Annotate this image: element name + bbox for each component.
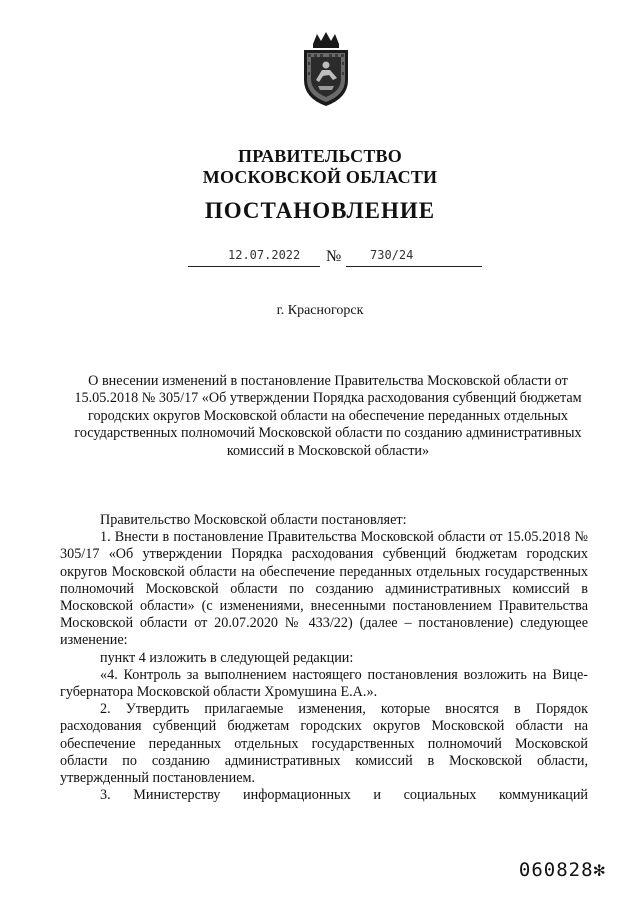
document-date: 12.07.2022 — [228, 248, 301, 262]
number-sign: № — [326, 248, 342, 265]
body-intro: Правительство Московской области постановляет: — [100, 512, 407, 528]
body-paragraph-5: 3. Министерству информационных и социальных коммуникаций — [100, 787, 588, 804]
city-label: г. Красногорск — [276, 303, 364, 318]
body-paragraph-3: «4. Контроль за выполнением настоящего постановления возложить на Вице-губернатора Московской области Хромушина Е.А.». — [60, 666, 588, 701]
body-paragraph-4: 2. Утвердить прилагаемые изменения, которые вносятся в Порядок расходования субвенций бюджетам городских округов Московской области на обеспечение переданных отдельных государственных полномочий Московской области по созданию административных комиссий в Московской области, утвержденный постановлением. — [60, 701, 588, 787]
serial-number — [519, 859, 606, 881]
body-paragraph-1: 1. Внести в постановление Правительства Московской области от 15.05.2018 № 305/17 «Об утверждении Порядка расходования субвенций бюджетам городских округов Московской области на обеспечение переданных отдельных государственных полномочий Московской области по созданию административных комиссий в Московской области» (с изменениями, внесенными постановлением Правительства Московской области от 20.07.2020 № 433/22) (далее – постановление) следующее изменение: — [60, 529, 588, 649]
org-name-line1: ПРАВИТЕЛЬСТВО — [238, 146, 402, 166]
document-subject: О внесении изменений в постановление Правительства Московской области от 15.05.2018 № 305/17 «Об утверждении Порядка расходования субвенций бюджетам городских округов Московской области на обеспечение переданных отдельных государственных полномочий Московской области по созданию административных комиссий в Московской области» — [74, 373, 582, 459]
serial-digits: 060828 — [518, 859, 594, 881]
serial-star-icon: ✻ — [593, 859, 606, 881]
date-underline — [188, 266, 320, 267]
coat-of-arms-icon — [296, 30, 356, 108]
number-underline — [346, 266, 482, 267]
body-paragraph-2: пункт 4 изложить в следующей редакции: — [100, 649, 354, 666]
org-name-line2: МОСКОВСКОЙ ОБЛАСТИ — [202, 167, 438, 187]
document-type-title: ПОСТАНОВЛЕНИЕ — [204, 198, 436, 223]
date-number-line — [0, 248, 640, 272]
document-body — [60, 512, 588, 804]
document-number: 730/24 — [370, 248, 414, 262]
